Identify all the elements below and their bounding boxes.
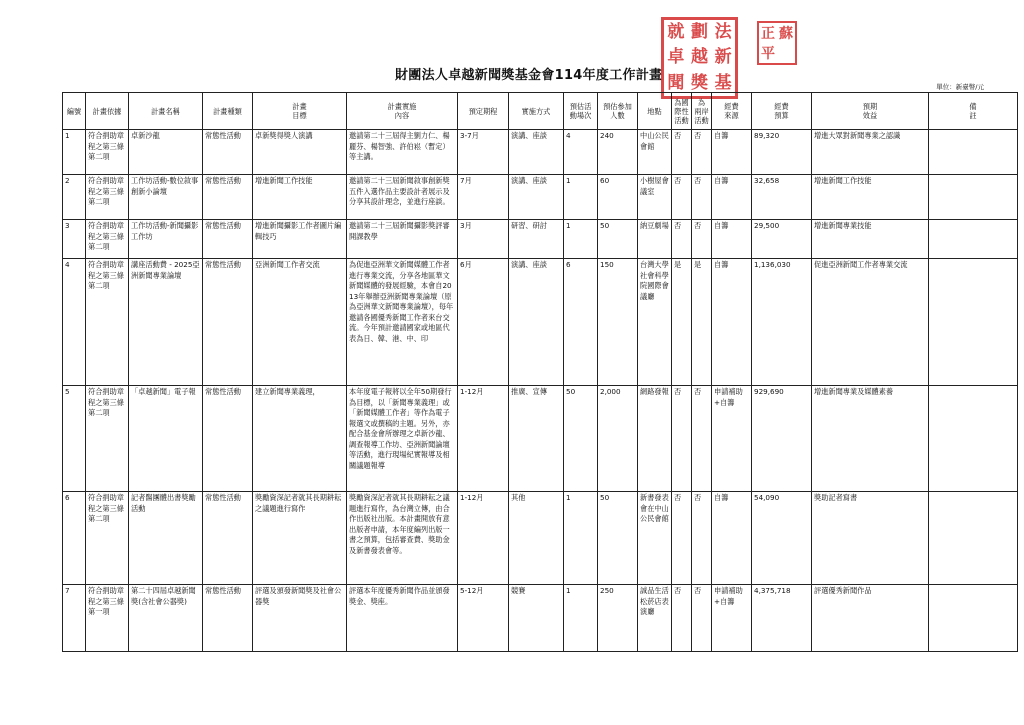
table-row (63, 175, 1018, 220)
cell-content: 邀請第二十三屆新聞攝影獎評審開課教學 (347, 220, 458, 259)
cell-name: 「卓越新聞」電子報 (129, 386, 203, 492)
cell-type: 常態性活動 (203, 585, 253, 652)
cell-type: 常態性活動 (203, 259, 253, 386)
cell-people: 240 (598, 130, 638, 175)
cell-goal: 評選及頒發新聞獎及社會公器獎 (253, 585, 347, 652)
chairman-seal-stamp: 正 蘇 平 (757, 21, 797, 65)
cell-basis: 符合捐助章程之第三條第二項 (86, 492, 129, 585)
cell-effect: 增進大眾對新聞專業之認識 (812, 130, 929, 175)
table-row (63, 492, 1018, 585)
column-header: 備 註 (929, 93, 1018, 130)
cell-content: 邀請第二十三屆得主劉力仁、楊麗芬、楊智強、許伯崧（暫定）等主講。 (347, 130, 458, 175)
cell-no: 6 (63, 492, 86, 585)
cell-no: 1 (63, 130, 86, 175)
cell-budget: 54,090 (752, 492, 812, 585)
cell-cross: 否 (692, 175, 712, 220)
cell-people: 2,000 (598, 386, 638, 492)
cell-budget: 4,375,718 (752, 585, 812, 652)
cell-note (929, 175, 1018, 220)
cell-content: 邀請第二十三屆新聞敘事創新獎五件入選作品主要設計者展示及分享其設計理念，並進行座談。 (347, 175, 458, 220)
cell-cross: 否 (692, 492, 712, 585)
cell-no: 5 (63, 386, 86, 492)
cell-goal: 增進新聞攝影工作者圖片編輯技巧 (253, 220, 347, 259)
cell-effect: 促進亞洲新聞工作者專業交流 (812, 259, 929, 386)
cell-note (929, 259, 1018, 386)
table-header-row (63, 93, 1018, 130)
cell-note (929, 220, 1018, 259)
cell-method: 競賽 (509, 585, 564, 652)
cell-name: 第二十四屆卓越新聞獎(含社會公器獎) (129, 585, 203, 652)
cell-intl: 否 (672, 175, 692, 220)
cell-note (929, 130, 1018, 175)
work-plan-table (62, 92, 1018, 652)
cell-name: 記者醫團體出書獎勵活動 (129, 492, 203, 585)
cell-effect: 評選優秀新聞作品 (812, 585, 929, 652)
cell-basis: 符合捐助章程之第三條第一項 (86, 585, 129, 652)
column-header: 預定期程 (458, 93, 509, 130)
column-header: 計畫 目標 (253, 93, 347, 130)
cell-cross: 否 (692, 220, 712, 259)
cell-source: 自籌 (712, 130, 752, 175)
cell-budget: 929,690 (752, 386, 812, 492)
cell-people: 250 (598, 585, 638, 652)
cell-note (929, 492, 1018, 585)
cell-budget: 29,500 (752, 220, 812, 259)
cell-budget: 89,320 (752, 130, 812, 175)
cell-basis: 符合捐助章程之第三條第二項 (86, 386, 129, 492)
cell-basis: 符合捐助章程之第三條第二項 (86, 220, 129, 259)
column-header: 預估參加 人數 (598, 93, 638, 130)
cell-content: 為促進亞洲華文新聞媒體工作者進行專業交流，分享各地區華文新聞媒體的發展經驗，本會自2013年舉辦亞洲新聞專業論壇（原為亞洲華文新聞專業論壇），每年邀請各國優秀新聞工作者來台交流。今年預計邀請國家或地區代表為日、韓、港、中、印 (347, 259, 458, 386)
column-header: 地點 (638, 93, 672, 130)
cell-cross: 是 (692, 259, 712, 386)
cell-people: 50 (598, 492, 638, 585)
cell-method: 其他 (509, 492, 564, 585)
organization-seal-stamp: 就 劃 法 卓 越 新 聞 獎 基 (661, 17, 738, 99)
column-header: 預期 效益 (812, 93, 929, 130)
table-row (63, 386, 1018, 492)
cell-type: 常態性活動 (203, 175, 253, 220)
cell-period: 3-7月 (458, 130, 509, 175)
cell-name: 工作坊活動-新聞攝影工作坊 (129, 220, 203, 259)
column-header: 編號 (63, 93, 86, 130)
table-row (63, 130, 1018, 175)
cell-cross: 否 (692, 130, 712, 175)
cell-period: 5-12月 (458, 585, 509, 652)
cell-no: 3 (63, 220, 86, 259)
cell-note (929, 585, 1018, 652)
cell-content: 評選本年度優秀新聞作品並頒發獎金、獎座。 (347, 585, 458, 652)
cell-period: 3月 (458, 220, 509, 259)
cell-basis: 符合捐助章程之第三條第二項 (86, 175, 129, 220)
cell-intl: 否 (672, 585, 692, 652)
cell-people: 150 (598, 259, 638, 386)
cell-source: 自籌 (712, 259, 752, 386)
cell-content: 本年度電子報將以全年50期發行為目標，以「新聞專業義理」或「新聞媒體工作者」等作為電子報選文或撰稿的主題。另外，亦配合基金會所辦理之卓新沙龍、調查報導工作坊、亞洲新聞論壇等活動，進行現場紀實報導及相關議題報導 (347, 386, 458, 492)
cell-period: 6月 (458, 259, 509, 386)
cell-source: 申請補助+自籌 (712, 585, 752, 652)
table-row (63, 585, 1018, 652)
column-header: 經費 預算 (752, 93, 812, 130)
cell-effect: 增進新聞專業技能 (812, 220, 929, 259)
column-header: 為 兩岸 活動 (692, 93, 712, 130)
cell-intl: 否 (672, 220, 692, 259)
cell-place: 中山公民會館 (638, 130, 672, 175)
cell-goal: 增進新聞工作技能 (253, 175, 347, 220)
cell-people: 50 (598, 220, 638, 259)
cell-no: 4 (63, 259, 86, 386)
cell-sessions: 1 (564, 220, 598, 259)
cell-note (929, 386, 1018, 492)
cell-goal: 建立新聞專業義理， (253, 386, 347, 492)
cell-period: 7月 (458, 175, 509, 220)
cell-sessions: 4 (564, 130, 598, 175)
cell-place: 網路發報 (638, 386, 672, 492)
cell-source: 申請補助+自籌 (712, 386, 752, 492)
column-header: 計畫名稱 (129, 93, 203, 130)
cell-basis: 符合捐助章程之第三條第二項 (86, 130, 129, 175)
cell-effect: 增進新聞工作技能 (812, 175, 929, 220)
cell-type: 常態性活動 (203, 386, 253, 492)
cell-sessions: 1 (564, 492, 598, 585)
column-header: 計畫實施 內容 (347, 93, 458, 130)
cell-budget: 1,136,030 (752, 259, 812, 386)
cell-method: 演講、座談 (509, 130, 564, 175)
cell-effect: 增進新聞專業及媒體素養 (812, 386, 929, 492)
cell-period: 1-12月 (458, 386, 509, 492)
cell-source: 自籌 (712, 492, 752, 585)
cell-sessions: 1 (564, 585, 598, 652)
cell-budget: 32,658 (752, 175, 812, 220)
cell-intl: 否 (672, 386, 692, 492)
table-row (63, 259, 1018, 386)
cell-cross: 否 (692, 585, 712, 652)
cell-place: 小樹屋會議室 (638, 175, 672, 220)
cell-name: 工作坊活動-數位敘事創新小論壇 (129, 175, 203, 220)
cell-no: 7 (63, 585, 86, 652)
cell-name: 卓新沙龍 (129, 130, 203, 175)
column-header: 計畫依據 (86, 93, 129, 130)
cell-sessions: 50 (564, 386, 598, 492)
cell-type: 常態性活動 (203, 130, 253, 175)
cell-people: 60 (598, 175, 638, 220)
cell-type: 常態性活動 (203, 220, 253, 259)
cell-intl: 否 (672, 130, 692, 175)
cell-content: 獎勵資深記者就其長期耕耘之議題進行寫作，為台灣立傳，由合作出版社出版。本計畫開放有意出版者申請，本年度編列出版一書之預算，包括審查費、獎助金及新書發表會等。 (347, 492, 458, 585)
cell-place: 新書發表會在中山公民會館 (638, 492, 672, 585)
cell-basis: 符合捐助章程之第三條第二項 (86, 259, 129, 386)
cell-sessions: 6 (564, 259, 598, 386)
cell-sessions: 1 (564, 175, 598, 220)
cell-cross: 否 (692, 386, 712, 492)
cell-method: 推廣、宣傳 (509, 386, 564, 492)
cell-method: 研習、研討 (509, 220, 564, 259)
cell-place: 台灣大學社會科學院國際會議廳 (638, 259, 672, 386)
cell-type: 常態性活動 (203, 492, 253, 585)
currency-unit: 單位：新臺幣/元 (936, 83, 984, 91)
cell-goal: 獎勵資深記者就其長期耕耘之議題進行寫作 (253, 492, 347, 585)
cell-goal: 卓新獎得獎人演講 (253, 130, 347, 175)
cell-method: 演講、座談 (509, 259, 564, 386)
cell-source: 自籌 (712, 220, 752, 259)
column-header: 經費 來源 (712, 93, 752, 130)
cell-period: 1-12月 (458, 492, 509, 585)
column-header: 預估活 動場次 (564, 93, 598, 130)
cell-place: 納豆劇場 (638, 220, 672, 259)
cell-source: 自籌 (712, 175, 752, 220)
cell-no: 2 (63, 175, 86, 220)
document-title: 財團法人卓越新聞獎基金會114年度工作計畫 (395, 68, 663, 83)
cell-effect: 獎助記者寫書 (812, 492, 929, 585)
cell-intl: 是 (672, 259, 692, 386)
column-header: 實施方式 (509, 93, 564, 130)
column-header: 為國 際性 活動 (672, 93, 692, 130)
cell-intl: 否 (672, 492, 692, 585)
cell-method: 演講、座談 (509, 175, 564, 220)
column-header: 計畫種類 (203, 93, 253, 130)
cell-goal: 亞洲新聞工作者交流 (253, 259, 347, 386)
cell-place: 誠品生活松菸店表演廳 (638, 585, 672, 652)
table-row (63, 220, 1018, 259)
cell-name: 講座活動費 - 2025亞洲新聞專業論壇 (129, 259, 203, 386)
